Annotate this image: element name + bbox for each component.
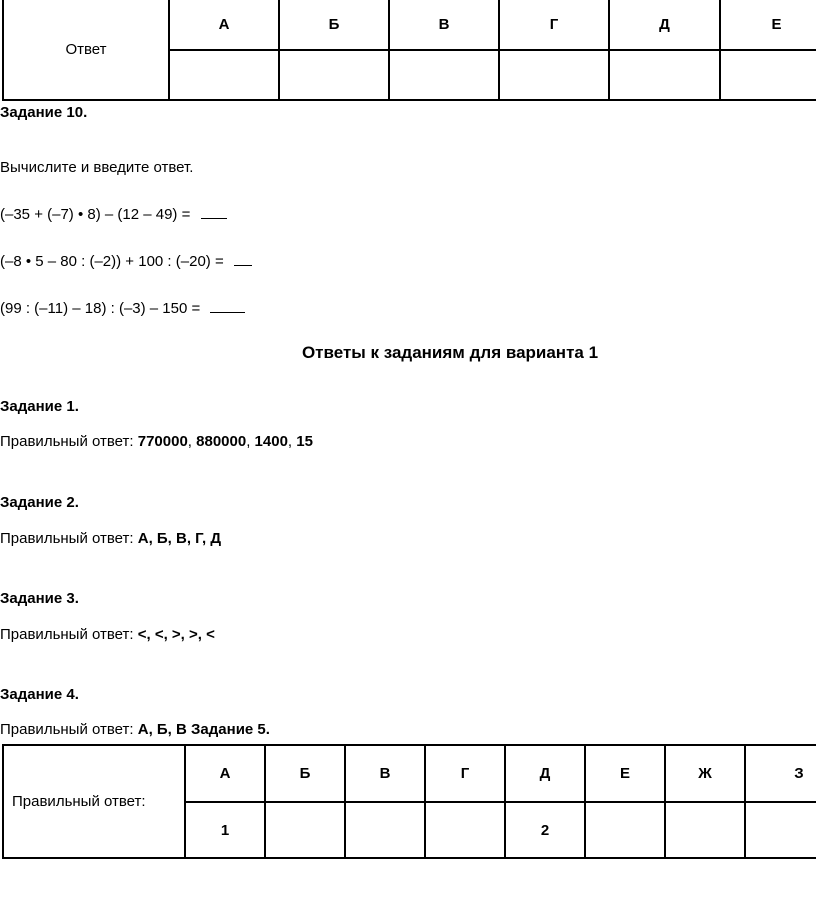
correct-label: Правильный ответ: xyxy=(0,433,134,450)
answer-table-header: В xyxy=(389,0,499,50)
answer-cell xyxy=(425,802,505,858)
answer-table-header: З xyxy=(745,745,816,802)
answer-table-header: Д xyxy=(505,745,585,802)
answer-table-header: Д xyxy=(609,0,720,50)
answer-table-header: В xyxy=(345,745,425,802)
task10-expression-3 xyxy=(0,297,245,319)
task3-answer xyxy=(0,625,215,645)
answer-value: А, Б, В, Г, Д xyxy=(137,530,222,547)
task2-heading: Задание 2. xyxy=(0,494,79,511)
expression-text: (99 : (–11) – 18) : (–3) – 150 = xyxy=(0,300,201,317)
answer-cell xyxy=(265,802,345,858)
answer-table-label: Ответ xyxy=(3,0,169,100)
answer-table-header: Г xyxy=(499,0,609,50)
task3-heading: Задание 3. xyxy=(0,590,79,607)
task1-answer: Правильный ответ: 770000, 880000, 1400, 15 xyxy=(0,433,313,450)
answer-value: 770000 xyxy=(137,433,188,450)
answer-table-header: Е xyxy=(720,0,816,50)
task10-expression-2 xyxy=(0,250,252,272)
answer-table-header: Г xyxy=(425,745,505,802)
answer-value: 15 xyxy=(296,433,313,450)
answer-cell[interactable] xyxy=(720,50,816,100)
answer-value: 1400 xyxy=(254,433,288,450)
task10-expression-1 xyxy=(0,203,227,225)
task5-heading: Задание 5. xyxy=(191,721,270,738)
answer-cell xyxy=(665,802,745,858)
answer-cell[interactable] xyxy=(279,50,389,100)
task2-answer xyxy=(0,529,221,549)
answer-table-header: Б xyxy=(279,0,389,50)
answer-table-label: Правильный ответ: xyxy=(3,745,185,858)
answer-cell: 2 xyxy=(505,802,585,858)
answer-value: 880000 xyxy=(196,433,247,450)
answer-value: <, <, >, >, < xyxy=(137,626,215,643)
answer-table-top xyxy=(2,0,816,101)
answer-blank[interactable] xyxy=(234,250,252,266)
answer-blank[interactable] xyxy=(201,203,227,219)
answer-table-task5 xyxy=(2,744,816,859)
answer-cell xyxy=(585,802,665,858)
expression-text: (–8 • 5 – 80 : (–2)) + 100 : (–20) = xyxy=(0,253,224,270)
correct-label: Правильный ответ: xyxy=(0,721,134,738)
answer-cell xyxy=(345,802,425,858)
answer-table-header: А xyxy=(185,745,265,802)
correct-label: Правильный ответ: xyxy=(0,626,134,643)
answer-table-header: Е xyxy=(585,745,665,802)
answer-cell[interactable] xyxy=(609,50,720,100)
answer-table-header: Б xyxy=(265,745,345,802)
answer-table-header: Ж xyxy=(665,745,745,802)
task1-heading: Задание 1. xyxy=(0,398,79,415)
answer-cell[interactable] xyxy=(499,50,609,100)
expression-text: (–35 + (–7) • 8) – (12 – 49) = xyxy=(0,206,191,223)
answer-cell: 1 xyxy=(185,802,265,858)
answer-cell xyxy=(745,802,816,858)
task4-heading: Задание 4. xyxy=(0,686,79,703)
answer-table-header: А xyxy=(169,0,279,50)
answer-cell[interactable] xyxy=(389,50,499,100)
task10-instruction: Вычислите и введите ответ. xyxy=(0,159,194,176)
answers-title: Ответы к заданиям для варианта 1 xyxy=(301,343,599,362)
task10-heading: Задание 10. xyxy=(0,104,88,121)
answer-cell[interactable] xyxy=(169,50,279,100)
task4-answer xyxy=(0,720,270,740)
answer-blank[interactable] xyxy=(210,297,245,313)
correct-label: Правильный ответ: xyxy=(0,530,134,547)
answer-value: А, Б, В xyxy=(137,721,187,738)
